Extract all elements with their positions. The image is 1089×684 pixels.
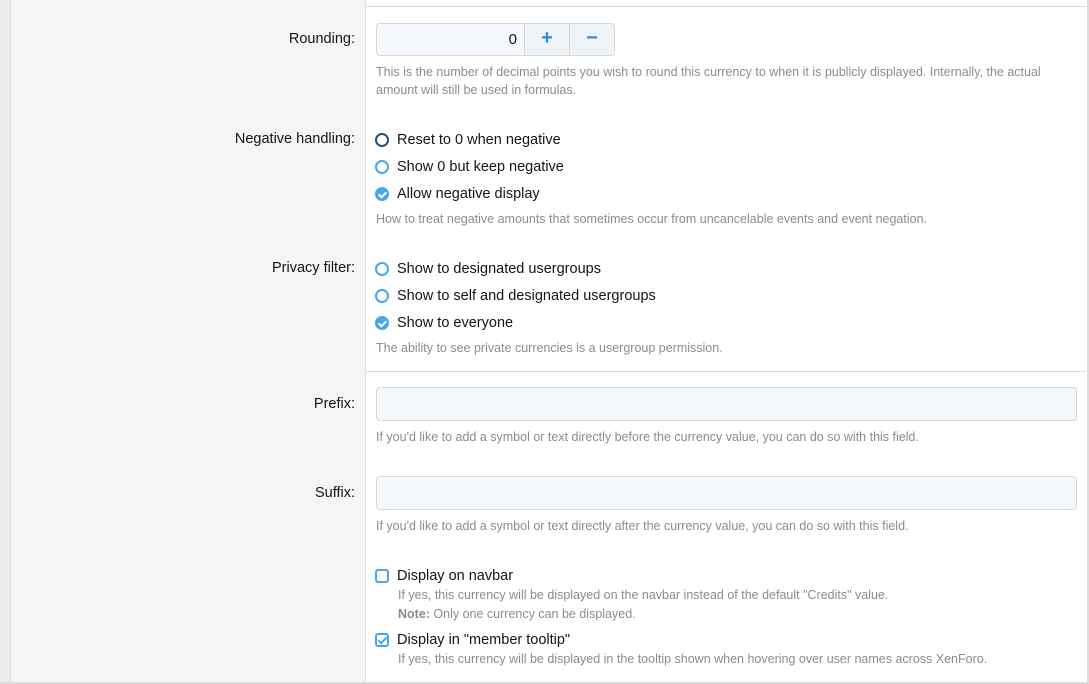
rounding-input[interactable]: 0	[508, 31, 517, 48]
prefix-input[interactable]	[376, 387, 1077, 421]
rounding-label: Rounding:	[288, 31, 355, 47]
negative-option-reset[interactable]	[375, 130, 561, 150]
suffix-label: Suffix:	[314, 485, 355, 501]
checkbox-icon[interactable]	[375, 569, 389, 583]
note-text: Only one currency can be displayed.	[429, 607, 636, 621]
prefix-hint: If you'd like to add a symbol or text directly before the currency value, you can do so with this field.	[376, 430, 919, 444]
privacy-option-self-designated[interactable]	[375, 286, 656, 306]
label-column	[11, 0, 366, 684]
display-navbar-note	[398, 605, 636, 623]
privacy-option-everyone[interactable]	[375, 313, 513, 333]
rounding-stepper[interactable]	[376, 23, 615, 56]
privacy-filter-hint: The ability to see private currencies is a usergroup permission.	[376, 341, 723, 355]
negative-option-allow[interactable]	[375, 184, 540, 204]
radio-icon[interactable]	[375, 160, 389, 174]
option-label: Display on navbar	[397, 568, 514, 584]
section-divider	[366, 371, 1086, 372]
increment-button[interactable]: +	[524, 24, 569, 55]
display-navbar-option[interactable]	[375, 566, 513, 586]
privacy-filter-label: Privacy filter:	[272, 260, 355, 276]
option-label: Show to self and designated usergroups	[397, 288, 656, 304]
radio-checked-icon[interactable]	[375, 187, 389, 201]
radio-icon[interactable]	[375, 289, 389, 303]
negative-handling-label: Negative handling:	[234, 131, 355, 147]
negative-handling-hint: How to treat negative amounts that sometimes occur from uncancelable events and event negation.	[376, 212, 928, 226]
option-label: Show 0 but keep negative	[397, 159, 564, 175]
radio-icon[interactable]	[375, 133, 389, 147]
prefix-label: Prefix:	[313, 396, 355, 412]
option-label: Reset to 0 when negative	[397, 132, 561, 148]
display-tooltip-option[interactable]	[375, 630, 570, 650]
rounding-hint: This is the number of decimal points you wish to round this currency to when it is publicly displayed. Internally, the actual amount will still be used in formulas.	[376, 65, 1041, 97]
radio-checked-icon[interactable]	[375, 316, 389, 330]
suffix-hint: If you'd like to add a symbol or text directly after the currency value, you can do so with this field.	[376, 519, 909, 533]
note-label: Note:	[398, 607, 430, 621]
decrement-button[interactable]: −	[569, 24, 614, 55]
option-label: Show to everyone	[397, 315, 514, 331]
section-divider	[366, 6, 1086, 7]
radio-icon[interactable]	[375, 262, 389, 276]
checkbox-checked-icon[interactable]	[375, 633, 389, 647]
option-label: Show to designated usergroups	[397, 261, 601, 277]
suffix-input[interactable]	[376, 476, 1077, 510]
option-label: Allow negative display	[397, 186, 540, 202]
left-gutter	[0, 0, 11, 684]
negative-option-show-zero[interactable]	[375, 157, 564, 177]
privacy-option-designated[interactable]	[375, 259, 601, 279]
display-tooltip-hint: If yes, this currency will be displayed in the tooltip shown when hovering over user names across XenForo.	[398, 652, 988, 666]
display-navbar-hint: If yes, this currency will be displayed on the navbar instead of the default "Credits" value.	[398, 588, 889, 602]
option-label: Display in "member tooltip"	[397, 632, 571, 648]
